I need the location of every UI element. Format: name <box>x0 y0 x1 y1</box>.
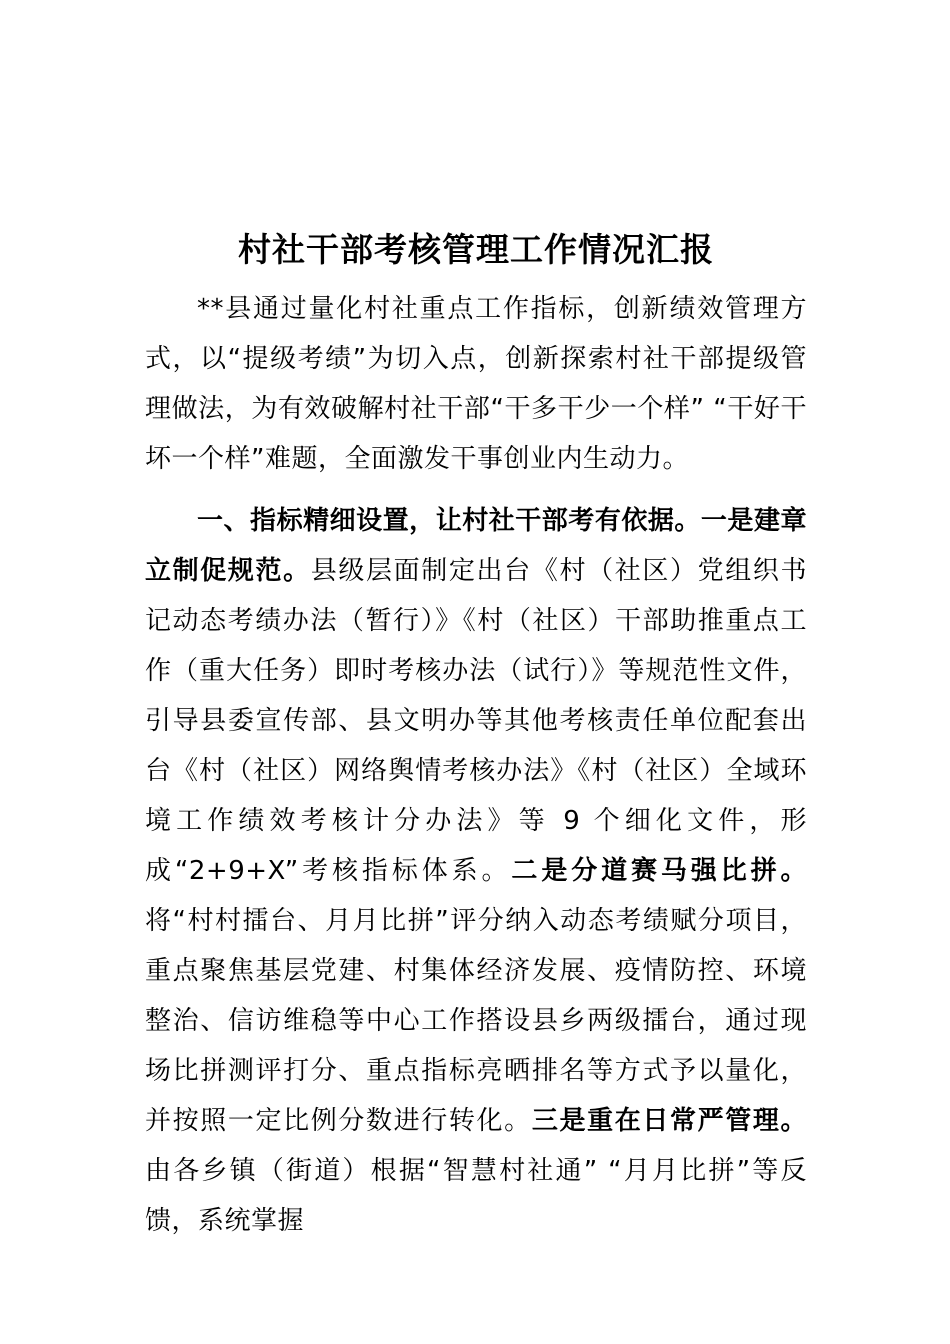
section-1-paragraph <box>145 496 807 1246</box>
point-1-text: 县级层面制定出台《村（社区）党组织书记动态考绩办法（暂行）》《村（社区）干部助推重点工作（重大任务）即时考核办法（试行）》等规范性文件，引导县委宣传部、县文明办等其他考核责任单位配套出台《村（社区）网络舆情考核办法》《村（社区）全域环境工作绩效考核计分办法》等 9 个细化文件，形成“2+9+X”考核指标体系。 <box>145 556 807 886</box>
point-1-title: 一是建章立制促规范。 <box>145 506 807 586</box>
section-1-heading: 一、指标精细设置，让村社干部考有依据。 <box>197 506 701 536</box>
intro-paragraph: **县通过量化村社重点工作指标，创新绩效管理方式，以“提级考绩”为切入点，创新探索村社干部提级管理做法，为有效破解村社干部“干多干少一个样” “干好干坏一个样”难题，全面激发干事创业内生动力。 <box>145 294 807 474</box>
point-3-title: 三是重在日常严管理。 <box>531 1106 807 1136</box>
point-2-title: 二是分道赛马强比拼。 <box>511 856 807 886</box>
document-title: 村社干部考核管理工作情况汇报 <box>238 230 714 269</box>
point-3-text: 由各乡镇（街道）根据“智慧村社通” “月月比拼”等反馈，系统掌握 <box>145 1156 807 1236</box>
point-2-text: 将“村村擂台、月月比拼”评分纳入动态考绩赋分项目，重点聚焦基层党建、村集体经济发展、疫情防控、环境整治、信访维稳等中心工作搭设县乡两级擂台，通过现场比拼测评打分、重点指标亮晒排名等方式予以量化，并按照一定比例分数进行转化。 <box>145 906 807 1136</box>
